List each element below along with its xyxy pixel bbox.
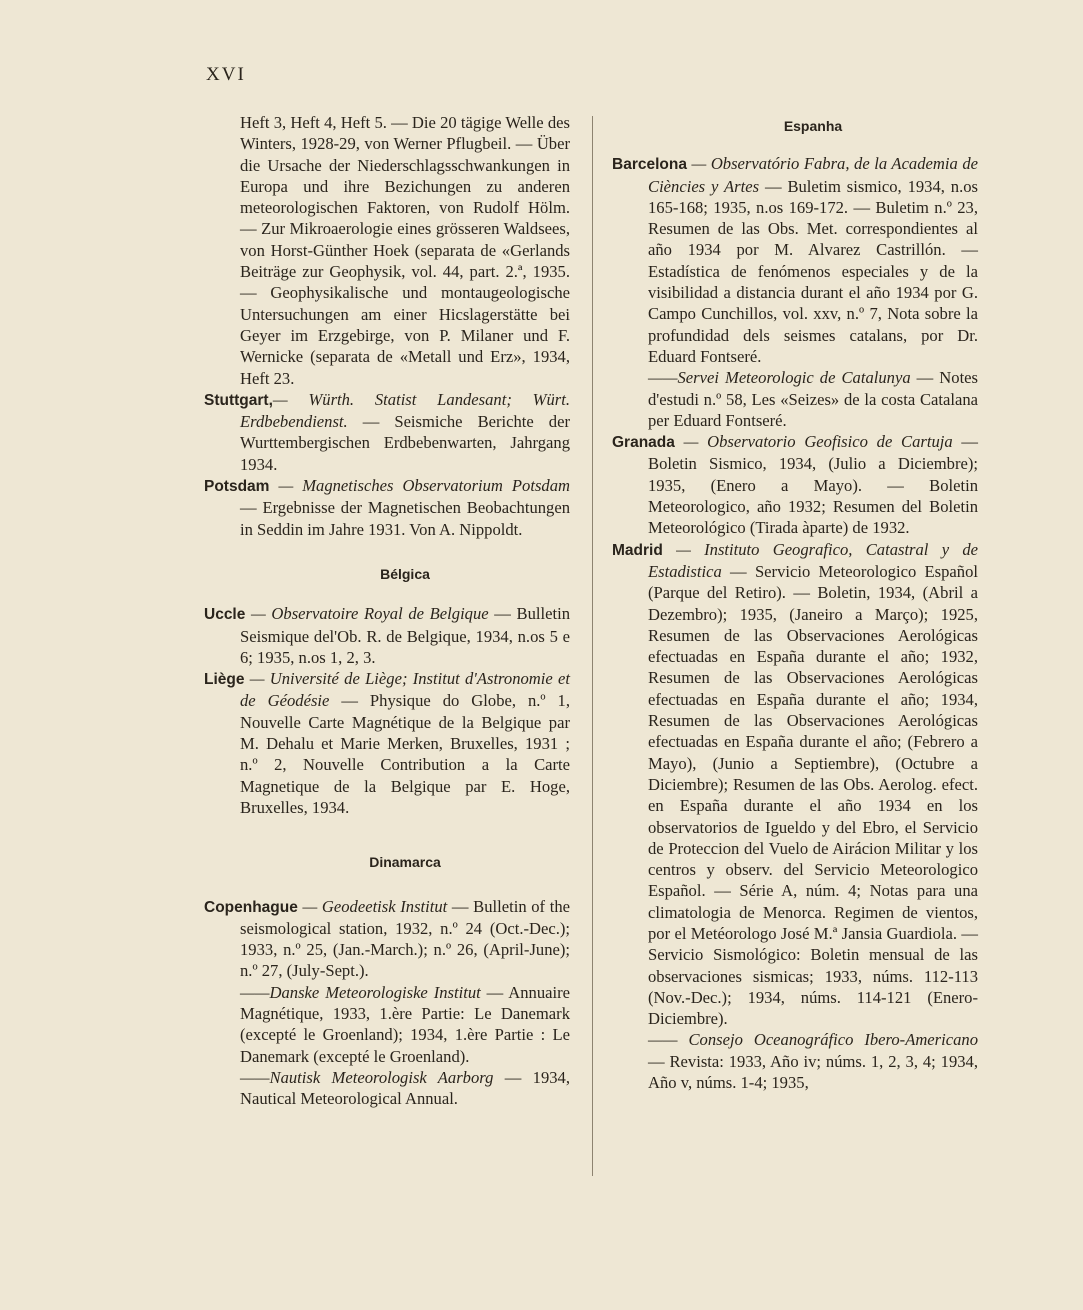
entry-liege — [204, 668, 570, 818]
institution-name: — Observatorio Geofisico de Cartuja — [674, 432, 953, 452]
entry-madrid — [612, 539, 978, 1030]
institution-name: — Geodeetisk Institut — [297, 896, 448, 916]
page-number: XVI — [206, 64, 246, 85]
institution-name: ——Nautisk Meteorologisk Aarborg — [240, 1067, 494, 1087]
entry-text: — Servicio Meteorologico Español (Parque del Retiro). — Boletin, 1934, (Abril a Dezembro); 1935, (Janeiro a Março); 1925, Resumen de las Observaciones Aerológicas efectuadas en España durante el año; 1932, Resumen de las Observaciones Aerológicas efectuadas en España durante el año; 1934, Resumen de las Observaciones Aerológicas efectuadas en España durante el año; (Febrero a Mayo), (Junio a Septiembre), (Octubre a Diciembre); Resumen de las Obs. Aerolog. efect. en España durante el año 1934 en los observatorios de Igueldo y del Ebro, el Servicio de Proteccion del Vuelo de Airácion Militar y los centros y observ. del Servicio Meteorologico Español. — Série A, núm. 4; Notas para una climatologia de Menorca. Regimen de vientos, por el Metéorologo José M.ª Jansia Guardiola. — Servicio Sismológico: Boletin mensual de las observaciones sismicas; 1933, núms. 112-113 (Nov.-Dec.); 1934, núms. 114-121 (Enero-Diciembre). — [648, 561, 978, 1029]
institution-name: — Magnetisches Observatorium Potsdam — [269, 476, 570, 496]
institution-name: — Würth. Statist Landesant; Würt. Erdbebendienst. — [240, 389, 570, 432]
section-heading-espanha: Espanha — [783, 118, 843, 134]
section-heading-belgica: Bélgica — [380, 565, 430, 582]
section-heading-dinamarca: Dinamarca — [369, 854, 441, 871]
city-name: Copenhague — [204, 898, 298, 916]
city-name: Liège — [204, 671, 245, 689]
entry-potsdam — [204, 475, 570, 540]
entry-text: — Revista: 1933, Año iv; núms. 1, 2, 3, 4; 1934, Año v, núms. 1-4; 1935, — [648, 1051, 978, 1093]
sub-entry-servei — [612, 367, 978, 431]
entry-text: — Annuaire Magnétique, 1933, 1.ère Partie: Le Danemark (excepté le Groenland); 1934, 1.ère Partie : Le Danemark (excepté le Groenland). — [240, 982, 570, 1066]
city-name: Uccle — [204, 606, 246, 624]
column-divider — [592, 116, 593, 1176]
entry-text: — Bulletin of the seismological station, 1932, n.º 24 (Oct.-Dec.); 1933, n.º 25, (Jan.-March.); n.º 26, (April-June); n.º 27, (July-Sept.). — [240, 896, 570, 981]
entry-stuttgart — [204, 389, 570, 475]
entry-text: — Seismiche Berichte der Wurttembergischen Erdbebenwarten, Jahrgang 1934. — [240, 412, 570, 474]
sub-entry-danske — [204, 982, 570, 1067]
entry-text: — Ergebnisse der Magnetischen Beobachtungen in Seddin im Jahre 1931. Von A. Nippoldt. — [240, 498, 570, 539]
city-name: Stuttgart, — [204, 391, 273, 409]
institution-name: — Observatoire Royal de Belgique — [245, 604, 489, 624]
continued-entry-text: Heft 3, Heft 4, Heft 5. — Die 20 tägige Welle des Winters, 1928-29, von Werner Pflugbeil. — Über die Ursache der Niederschlagsschwankungen in Europa und ihre Bezichungen zu anderen meteorologischen Faktoren, von Rudolf Hölm. — Zur Mikroaerologie eines grösseren Waldsees, von Horst-Günther Hoek (separata de «Gerlands Beiträge zur Geophysik, vol. 44, part. 2.ª, 1935. — Geophysikalische und montaugeologische Untersuchungen am einer Hicslagerstätte bei Geyer im Erzgebirge, von P. Milaner und F. Wernicke (separata de «Metall und Erz», 1934, Heft 23. — [240, 113, 570, 388]
entry-copenhague — [204, 896, 570, 982]
entry-text: — Notes d'estudi n.º 58, Les «Seizes» de la costa Catalana per Eduard Fontseré. — [648, 368, 979, 430]
entry-text: — Buletim sismico, 1934, n.os 165-168; 1935, n.os 169-172. — Buletim n.º 23, Resumen de las Obs. Met. correspondientes al año 1934 por M. Alvarez Castrillón. — Estadística de fenómenos especiales y de la visibilidad a distancia durant el año 1934 por G. Campo Cunchillos, vol. xxv, n.º 7, Nota sobre la profundidad dels seismes catalans, por Dr. Eduard Fontseré. — [648, 176, 979, 366]
city-name: Potsdam — [204, 478, 270, 496]
city-name: Barcelona — [612, 156, 687, 174]
right-column — [612, 112, 978, 1093]
entry-text: — Boletin Sismico, 1934, (Julio a Diciembre); 1935, (Enero a Mayo). — Boletin Meteorologico, año 1932; Resumen del Boletin Meteorológico (Tirada àparte) de 1932. — [648, 432, 978, 538]
sub-entry-consejo — [612, 1029, 978, 1093]
institution-name: — Observatório Fabra, de la Academia de Ciències y Artes — [648, 154, 978, 196]
entry-text: — 1934, Nautical Meteorological Annual. — [240, 1067, 570, 1109]
city-name: Madrid — [612, 541, 663, 559]
entry-barcelona — [612, 153, 978, 367]
institution-name: — Instituto Geografico, Catastral y de Estadistica — [648, 539, 978, 581]
entry-text: — Bulletin Seismique del'Ob. R. de Belgique, 1934, n.os 5 e 6; 1935, n.os 1, 2, 3. — [240, 604, 571, 667]
entry-granada — [612, 431, 978, 538]
entry-uccle — [204, 603, 570, 668]
entry-text: — Physique do Globe, n.º 1, Nouvelle Carte Magnétique de la Belgique par M. Dehalu et Marie Merken, Bruxelles, 1931 ; n.º 2, Nouvelle Contribution a la Carte Magnetique de la Belgique par E. Hoge, Bruxelles, 1934. — [240, 691, 570, 817]
institution-name: —— Consejo Oceanográfico Ibero-Americano — [648, 1030, 978, 1050]
institution-name: ——Danske Meteorologiske Institut — [240, 982, 481, 1002]
institution-name: ——Servei Meteorologic de Catalunya — [648, 368, 911, 388]
left-column — [204, 112, 570, 1109]
institution-name: — Université de Liège; Institut d'Astronomie et de Géodésie — [240, 669, 570, 711]
sub-entry-nautisk — [204, 1067, 570, 1110]
city-name: Granada — [612, 434, 675, 452]
